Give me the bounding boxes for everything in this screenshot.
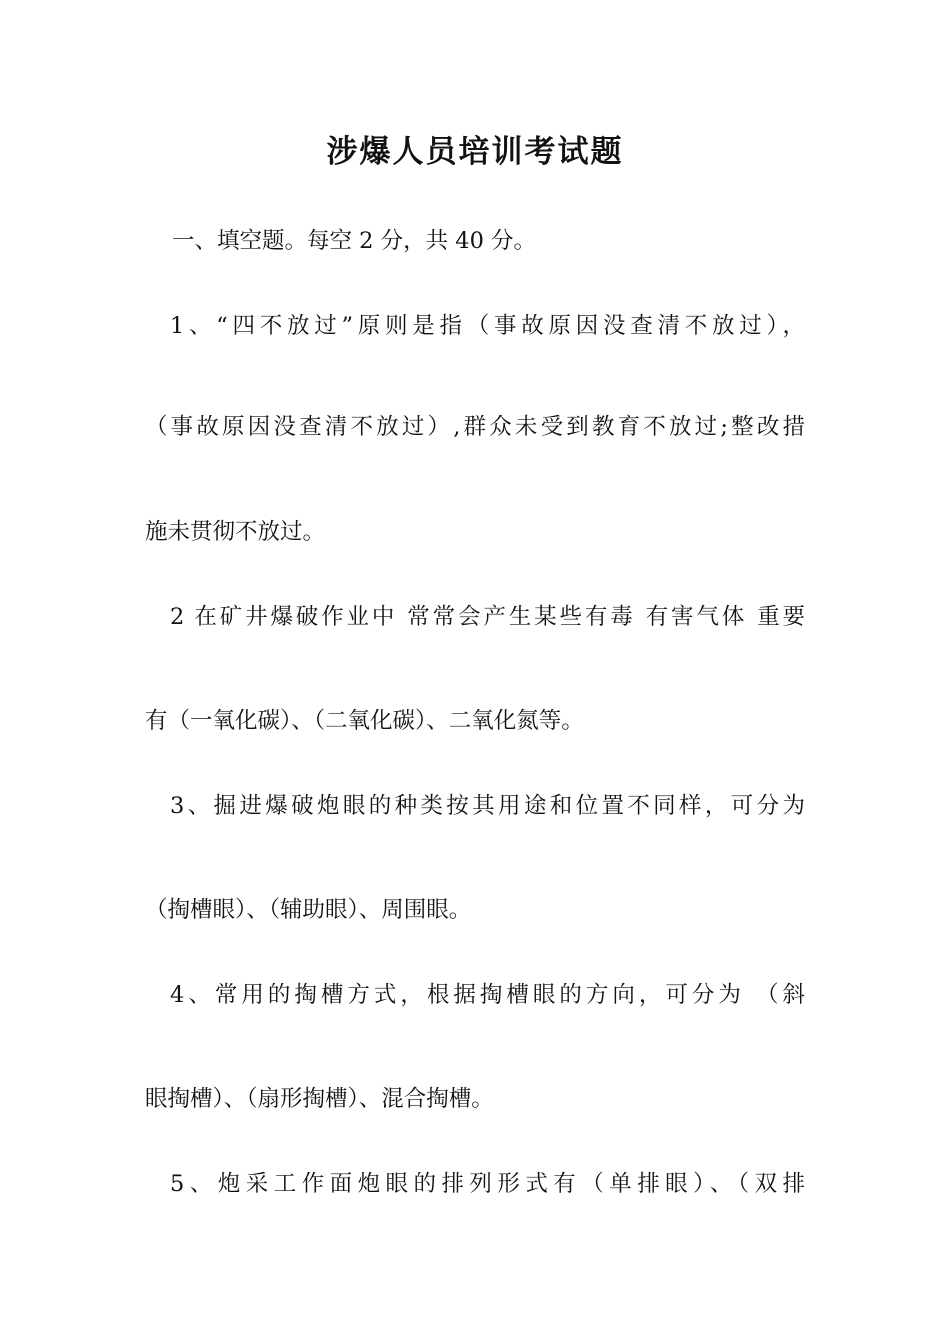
question-line-6: 3、掘进爆破炮眼的种类按其用途和位置不同样，可分为 — [170, 793, 805, 819]
question-line-8: 4、常用的掏槽方式，根据掏槽眼的方向，可分为 （斜 — [170, 982, 805, 1008]
question-line-1: 1、“四不放过”原则是指（事故原因没查清不放过）， — [170, 313, 805, 339]
question-line-5: 有（一氧化碳）、（二氧化碳）、二氧化氮等。 — [145, 708, 584, 734]
section-heading: 一、填空题。每空 2 分，共 40 分。 — [172, 228, 537, 254]
question-line-10: 5、炮采工作面炮眼的排列形式有（单排眼）、（双排 — [170, 1171, 805, 1197]
document-title: 涉爆人员培训考试题 — [326, 134, 624, 170]
question-line-7: （掏槽眼）、（辅助眼）、周围眼。 — [145, 897, 472, 923]
question-line-2: （事故原因没查清不放过）,群众未受到教育不放过;整改措 — [145, 414, 805, 440]
question-line-9: 眼掏槽）、（扇形掏槽）、混合掏槽。 — [145, 1086, 494, 1112]
question-line-4: 2 在矿井爆破作业中 常常会产生某些有毒 有害气体 重要 — [170, 604, 805, 630]
question-line-3: 施未贯彻不放过。 — [145, 519, 326, 545]
